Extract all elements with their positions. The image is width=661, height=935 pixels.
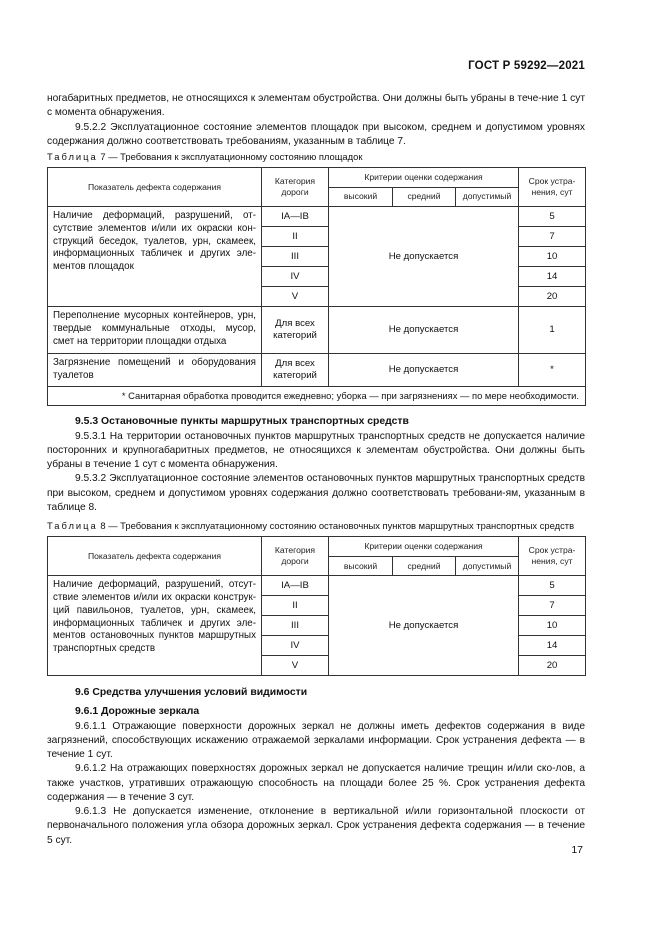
document-code: ГОСТ Р 59292—2021 [468,60,585,72]
table8-row1-cat: IA—IB [262,576,329,596]
table8-row1-desc: Наличие деформаций, разрушений, отсут-ствие элементов и/или их окраски конструк-ций павильонов, туалетов, урн, скамеек, информационных табличек и других эле-ментов остановочных пунктов маршрутных транспортных средств [48,576,262,676]
table8-row1-term: 10 [519,616,586,636]
header-category: Категория дороги [262,537,329,576]
table7-row1-term: 14 [519,267,586,287]
paragraph-9-6-1-3: 9.6.1.3 Не допускается изменение, отклонение в вертикальной и/или горизонтальной плоскости от первоначального положения угла обзора дорожных зеркал. Срок устранения дефекта содержания — в течение 5 сут. [47,806,585,846]
table-7 [47,167,586,406]
table7-row1-cat: III [262,247,329,267]
table8-row1-cat: III [262,616,329,636]
header-high: высокий [329,556,393,576]
table7-row2-term: 1 [519,307,586,354]
table7-row1-desc: Наличие деформаций, разрушений, от-сутствие элементов и/или их окраски кон-струкций беседок, туалетов, урн, скамеек, информационных табличек и других эле-ментов площадок [48,207,262,307]
section-9-5-3-heading: 9.5.3 Остановочные пункты маршрутных транспортных средств [75,415,409,427]
header-indicator: Показатель дефекта содержания [48,168,262,207]
table7-row3-cat: Для всех категорий [262,354,329,386]
table7-row1-term: 20 [519,287,586,307]
table7-row1-cat: IV [262,267,329,287]
header-criteria: Критерии оценки содержания [329,537,519,557]
table7-footnote: * Санитарная обработка проводится ежедневно; уборка — при загрязнениях — по мере необходимости. [48,386,586,405]
paragraph-9-5-3-2: 9.5.3.2 Эксплуатационное состояние элементов остановочных пунктов маршрутных транспортных средств при высоком, среднем и допустимом уровнях содержания должно соответствовать требовани-ям, указанным в таблице 8. [47,473,585,513]
table7-row1-term: 7 [519,227,586,247]
section-9-6-1-heading: 9.6.1 Дорожные зеркала [75,705,200,717]
table7-row1-cat: II [262,227,329,247]
table7-row2-cat: Для всех категорий [262,307,329,354]
header-allowed: допустимый [456,187,519,207]
header-indicator: Показатель дефекта содержания [48,537,262,576]
header-term: Срок устра-нения, сут [519,537,586,576]
table7-row1-term: 5 [519,207,586,227]
header-medium: средний [393,187,456,207]
header-criteria: Критерии оценки содержания [329,168,519,188]
table7-row2-criteria: Не допускается [329,307,519,354]
table8-row1-term: 20 [519,656,586,676]
table8-caption-text: 8 — Требования к эксплуатационному состоянию остановочных пунктов маршрутных транспортных средств [97,520,575,532]
page-content [47,92,585,848]
table8-row1-term: 14 [519,636,586,656]
table7-label: Таблица [47,151,98,163]
table8-row1-cat: II [262,596,329,616]
table7-row3-term: * [519,354,586,386]
table8-row1-term: 7 [519,596,586,616]
paragraph-9-5-3-1: 9.5.3.1 На территории остановочных пунктов маршрутных транспортных средств не допускается наличие посторонних и крупногабаритных предметов, не относящихся к элементам обустройства. Они должны быть убраны в течение 1 сут с момента обнаружения. [47,430,585,471]
document-page [47,0,585,935]
header-allowed: допустимый [456,556,519,576]
table7-row3-desc: Загрязнение помещений и оборудования туалетов [48,354,262,386]
table8-caption [47,519,585,532]
table-8 [47,536,586,676]
table7-caption-text: 7 — Требования к эксплуатационному состоянию площадок [97,151,363,163]
table7-caption [47,150,585,163]
paragraph-9-6-1-2: 9.6.1.2 На отражающих поверхностях дорожных зеркал не допускается наличие трещин и/или ско-лов, а также участков, утративших отражающую способность на площади более 25 %. Срок устранения дефекта содержания — в течение 3 сут. [47,763,585,803]
paragraph-9-6-1-1: 9.6.1.1 Отражающие поверхности дорожных зеркал не должны иметь дефектов содержания в виде загрязнений, способствующих искажению отражаемой зеркалами информации. Срок устранения дефекта — в течение 1 сут. [47,720,585,761]
table7-row1-term: 10 [519,247,586,267]
header-medium: средний [393,556,456,576]
table7-row2-desc: Переполнение мусорных контейнеров, урн, твердые коммунальные отходы, мусор, смет на территории площадки отдыха [48,307,262,354]
table7-row1-criteria: Не допускается [329,207,519,307]
table8-row1-term: 5 [519,576,586,596]
table8-row1-criteria: Не допускается [329,576,519,676]
header-category: Категория дороги [262,168,329,207]
table8-row1-cat: V [262,656,329,676]
table7-row1-cat: V [262,287,329,307]
section-9-6-heading: 9.6 Средства улучшения условий видимости [75,687,308,699]
table7-row3-criteria: Не допускается [329,354,519,386]
table8-label: Таблица [47,520,98,532]
table7-row1-cat: IA—IB [262,207,329,227]
paragraph-continuation: ногабаритных предметов, не относящихся к элементам обустройства. Они должны быть убраны в тече-ние 1 сут с момента обнаружения. [47,93,585,119]
paragraph-9-5-2-2: 9.5.2.2 Эксплуатационное состояние элементов площадок при высоком, среднем и допустимом уровнях содержания должно соответствовать требованиям, указанным в таблице 7. [47,121,585,147]
header-term: Срок устра-нения, сут [519,168,586,207]
page-number: 17 [571,844,583,856]
header-high: высокий [329,187,393,207]
table8-row1-cat: IV [262,636,329,656]
